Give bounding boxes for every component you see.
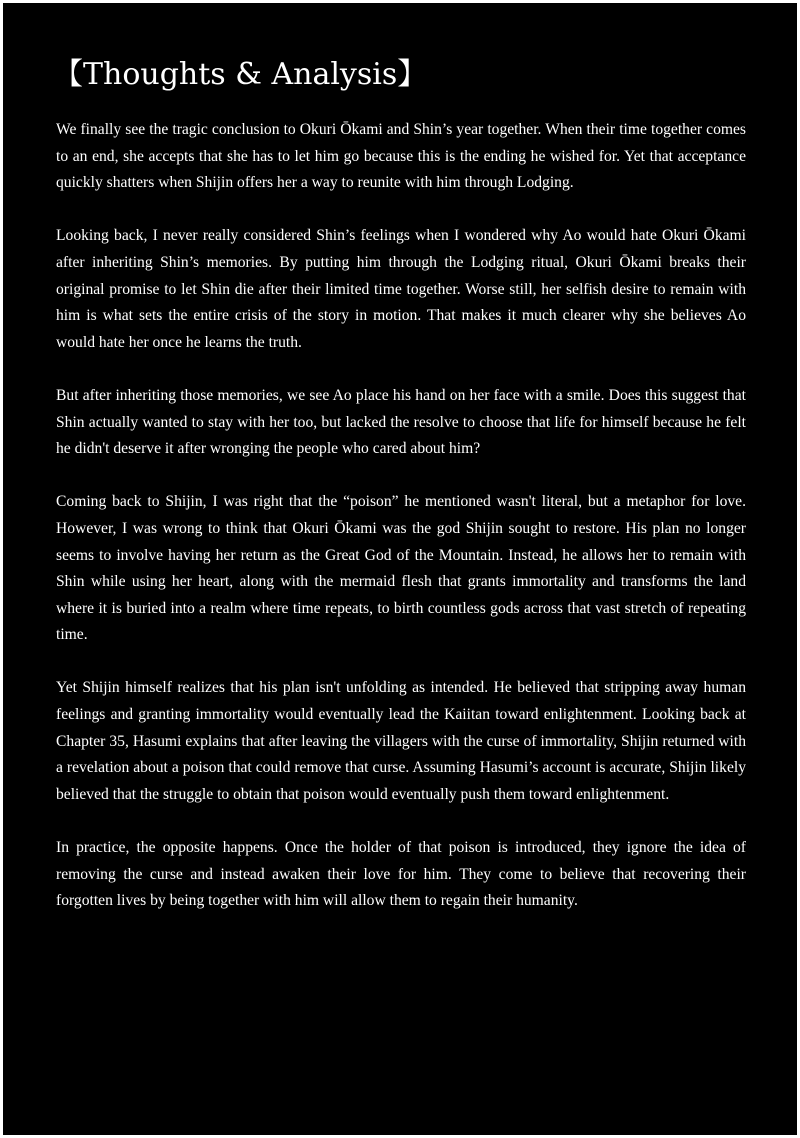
page-background (3, 3, 797, 1135)
paragraph-3: But after inheriting those memories, we see Ao place his hand on her face with a smile. Does this suggest that Shin actually wanted to stay with her too, but lacked the resolve to choose that life for himself because he felt he didn't deserve it after wronging the people who cared about him? (56, 386, 746, 458)
paragraph-2: Looking back, I never really considered Shin’s feelings when I wondered why Ao would hate Okuri Ōkami after inheriting Shin’s memories. By putting him through the Lodging ritual, Okuri Ōkami breaks their original promise to let Shin die after their limited time together. Worse still, her selfish desire to remain with him is what sets the entire crisis of the story in motion. That makes it much clearer why she believes Ao would hate her once he learns the truth. (56, 227, 746, 351)
paragraph-4: Coming back to Shijin, I was right that the “poison” he mentioned wasn't literal, but a metaphor for love. However, I was wrong to think that Okuri Ōkami was the god Shijin sought to restore. His plan no longer seems to involve having her return as the Great God of the Mountain. Instead, he allows her to remain with Shin while using her heart, along with the mermaid flesh that grants immortality and transforms the land where it is buried into a realm where time repeats, to birth countless gods across that vast stretch of repeating time. (56, 493, 746, 644)
paragraph-5: Yet Shijin himself realizes that his plan isn't unfolding as intended. He believed that stripping away human feelings and granting immortality would eventually lead the Kaiitan toward enlightenment. Looking back at Chapter 35, Hasumi explains that after leaving the villagers with the curse of immortality, Shijin returned with a revelation about a poison that could remove that curse. Assuming Hasumi’s account is accurate, Shijin likely believed that the struggle to obtain that poison would eventually push them toward enlightenment. (56, 679, 746, 803)
paragraph-1: We finally see the tragic conclusion to Okuri Ōkami and Shin’s year together. When their time together comes to an end, she accepts that she has to let him go because this is the ending he wished for. Yet that acceptance quickly shatters when Shijin offers her a way to reunite with him through Lodging. (56, 121, 746, 192)
page-title: 【Thoughts & Analysis】 (53, 57, 428, 92)
paragraph-6: In practice, the opposite happens. Once the holder of that poison is introduced, they ignore the idea of removing the curse and instead awaken their love for him. They come to believe that recovering their forgotten lives by being together with him will allow them to regain their humanity. (56, 839, 746, 910)
article-body (56, 117, 746, 915)
